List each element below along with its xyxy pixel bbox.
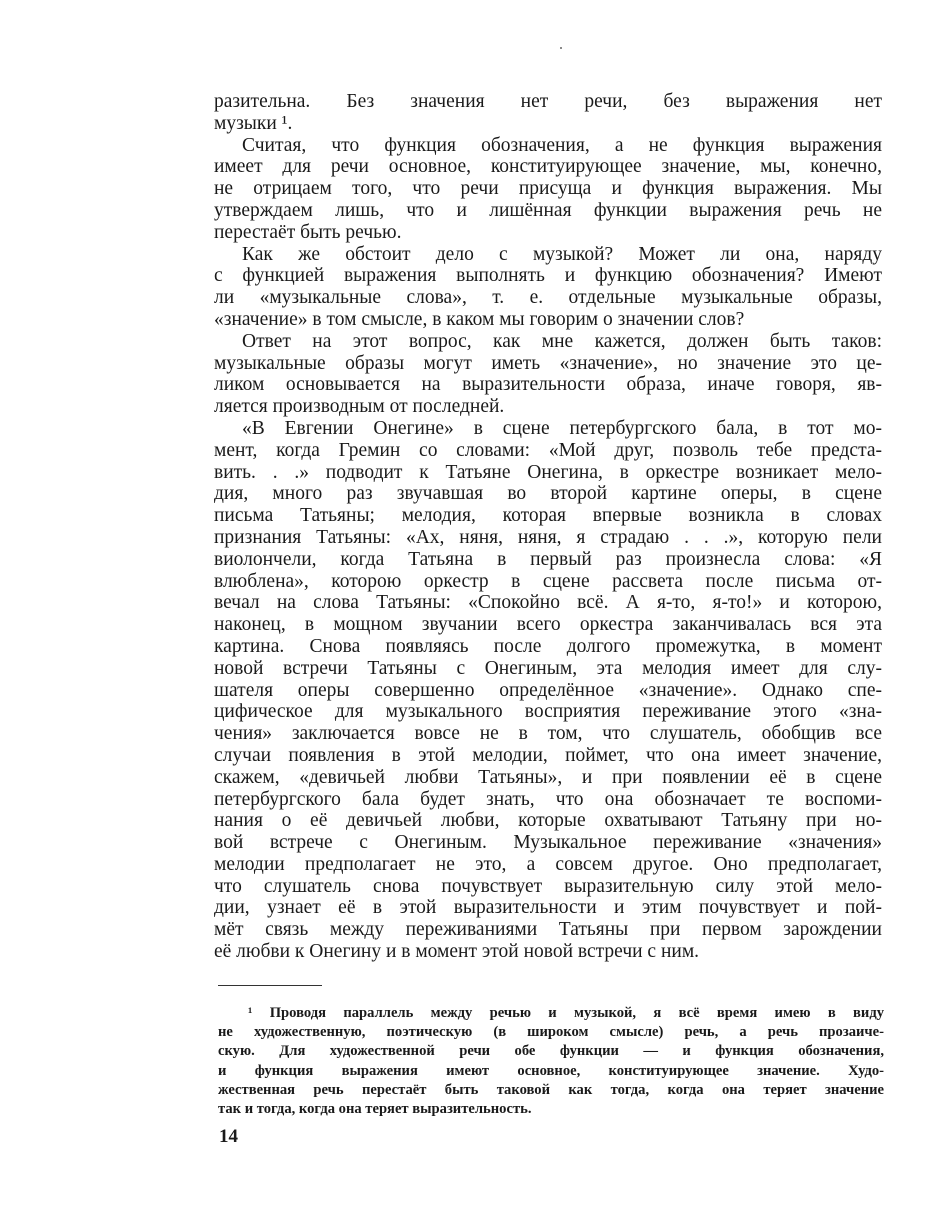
body-line: вить. . .» подводит к Татьяне Онегина, в оркестре возникает мело-: [214, 461, 882, 483]
body-line: петербургского бала будет знать, что она обозначает те воспоми-: [214, 788, 882, 810]
body-line: музыкальные образы могут иметь «значение», но значение это це-: [214, 352, 882, 374]
body-line: признания Татьяны: «Ах, няня, няня, я страдаю . . .», которую пели: [214, 526, 882, 548]
body-line: Считая, что функция обозначения, а не функция выражения: [242, 134, 882, 156]
body-line: утверждаем лишь, что и лишённая функции выражения речь не: [214, 199, 882, 221]
body-line: перестаёт быть речью.: [214, 221, 402, 243]
body-line: «значение» в том смысле, в каком мы говорим о значении слов?: [214, 308, 745, 330]
page-number: 14: [219, 1126, 238, 1147]
body-line: новой встречи Татьяны с Онегиным, эта мелодия имеет для слу-: [214, 657, 882, 679]
body-line: нания о её девичьей любви, которые охватывают Татьяну при но-: [214, 810, 882, 832]
footnote-line: так и тогда, когда она теряет выразительность.: [218, 1100, 532, 1117]
print-speck: [560, 47, 562, 49]
footnote: [218, 1004, 884, 1119]
body-text: [214, 91, 882, 963]
footnote-line: скую. Для художественной речи обе функции — и функция обозначения,: [218, 1043, 884, 1060]
body-line: с функцией выражения выполнять и функцию обозначения? Имеют: [214, 265, 882, 287]
body-line: мент, когда Гремин со словами: «Мой друг, позволь тебе предста-: [214, 439, 882, 461]
footnote-line: и функция выражения имеют основное, конституирующее значение. Худо-: [218, 1062, 884, 1079]
body-line: наконец, в мощном звучании всего оркестра заканчивалась вся эта: [214, 614, 882, 636]
body-line: чения» заключается вовсе не в том, что слушатель, обобщив все: [214, 723, 882, 745]
body-line: ляется производным от последней.: [214, 396, 505, 418]
body-line: мелодии предполагает не это, а совсем другое. Оно предполагает,: [214, 853, 882, 875]
body-line: мёт связь между переживаниями Татьяны при первом зарождении: [214, 919, 882, 941]
body-line: что слушатель снова почувствует выразительную силу этой мело-: [214, 875, 882, 897]
body-line: ли «музыкальные слова», т. е. отдельные музыкальные образы,: [214, 287, 882, 309]
body-line: дии, узнает её в этой выразительности и этим почувствует и пой-: [214, 897, 882, 919]
body-line: вой встрече с Онегиным. Музыкальное переживание «значения»: [214, 832, 882, 854]
body-line: виолончели, когда Татьяна в первый раз произнесла слова: «Я: [214, 548, 882, 570]
body-line: её любви к Онегину и в момент этой новой встречи с ним.: [214, 941, 700, 963]
body-line: имеет для речи основное, конституирующее значение, мы, конечно,: [214, 156, 882, 178]
body-line: не отрицаем того, что речи присуща и функция выражения. Мы: [214, 178, 882, 200]
body-line: цифическое для музыкального восприятия переживание этого «зна-: [214, 701, 882, 723]
body-line: Ответ на этот вопрос, как мне кажется, должен быть таков:: [242, 330, 882, 352]
body-line: дия, много раз звучавшая во второй картине оперы, в сцене: [214, 483, 882, 505]
body-line: разительна. Без значения нет речи, без выражения нет: [214, 91, 882, 112]
body-line: ликом основывается на выразительности образа, иначе говоря, яв-: [214, 374, 882, 396]
body-line: Как же обстоит дело с музыкой? Может ли она, наряду: [242, 243, 882, 265]
body-line: скажем, «девичьей любви Татьяны», и при появлении её в сцене: [214, 766, 882, 788]
footnote-line: ¹ Проводя параллель между речью и музыкой, я всё время имею в виду: [248, 1005, 884, 1021]
body-line: «В Евгении Онегине» в сцене петербургского бала, в тот мо-: [242, 417, 882, 439]
body-line: шателя оперы совершенно определённое «значение». Однако спе-: [214, 679, 882, 701]
body-line: случаи появления в этой мелодии, поймет, что она имеет значение,: [214, 744, 882, 766]
body-line: картина. Снова появляясь после долгого промежутка, в момент: [214, 635, 882, 657]
body-line: письма Татьяны; мелодия, которая впервые возникла в словах: [214, 505, 882, 527]
body-line: вечал на слова Татьяны: «Спокойно всё. А я-то, я-то!» и которою,: [214, 592, 882, 614]
footnote-line: жественная речь перестаёт быть таковой как тогда, когда она теряет значение: [218, 1081, 884, 1098]
body-line: влюблена», которою оркестр в сцене рассвета после письма от-: [214, 570, 882, 592]
footnote-separator: [218, 985, 322, 986]
footnote-line: не художественную, поэтическую (в широком смысле) речь, а речь прозаиче-: [218, 1024, 884, 1041]
body-line: музыки ¹.: [214, 112, 293, 134]
